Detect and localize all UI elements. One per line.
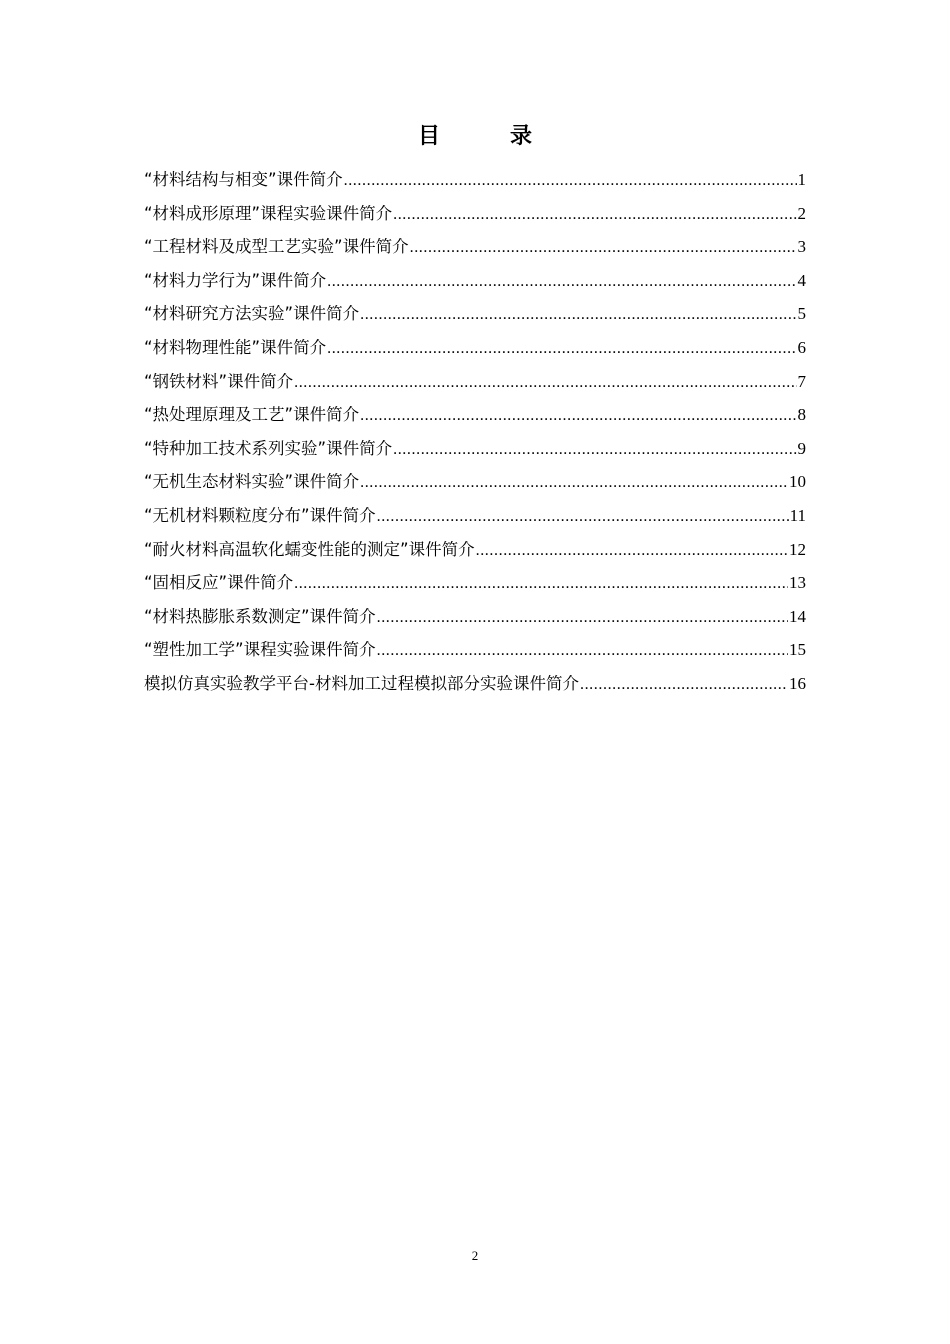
- toc-entry[interactable]: [144, 264, 806, 298]
- toc-entry-title: “工程材料及成型工艺实验”课件简介: [144, 237, 409, 257]
- toc-list: [144, 163, 806, 701]
- toc-entry[interactable]: [144, 533, 806, 567]
- toc-entry[interactable]: [144, 432, 806, 466]
- toc-entry[interactable]: [144, 331, 806, 365]
- toc-dot-leader: [410, 231, 797, 265]
- toc-entry-page: 16: [789, 673, 806, 693]
- toc-dot-leader: [327, 265, 796, 299]
- toc-dot-leader: [360, 399, 796, 433]
- toc-dot-leader: [377, 634, 788, 668]
- toc-entry-title: “塑性加工学”课程实验课件简介: [144, 640, 376, 660]
- toc-entry-title: “固相反应”课件简介: [144, 573, 294, 593]
- toc-entry[interactable]: [144, 600, 806, 634]
- toc-entry-page: 13: [789, 573, 806, 593]
- toc-entry-title: “材料研究方法实验”课件简介: [144, 304, 360, 324]
- toc-entry[interactable]: [144, 197, 806, 231]
- toc-entry-title: “材料物理性能”课件简介: [144, 337, 327, 357]
- toc-entry[interactable]: [144, 398, 806, 432]
- toc-entry-page: 7: [797, 371, 806, 391]
- toc-entry-title: “耐火材料高温软化蠕变性能的测定”课件简介: [144, 539, 475, 559]
- toc-dot-leader: [476, 534, 788, 568]
- toc-entry-title: “热处理原理及工艺”课件简介: [144, 405, 360, 425]
- toc-title: 目 录: [417, 124, 556, 149]
- toc-entry-title: “无机生态材料实验”课件简介: [144, 472, 360, 492]
- toc-entry[interactable]: [144, 667, 806, 701]
- toc-entry-page: 6: [797, 337, 806, 357]
- toc-entry-page: 10: [789, 472, 806, 492]
- toc-entry-title: “材料成形原理”课程实验课件简介: [144, 203, 393, 223]
- toc-entry-title: “材料热膨胀系数测定”课件简介: [144, 606, 376, 626]
- toc-dot-leader: [294, 567, 788, 601]
- toc-entry[interactable]: [144, 365, 806, 399]
- toc-dot-leader: [377, 601, 788, 635]
- toc-dot-leader: [580, 668, 788, 702]
- toc-dot-leader: [327, 332, 796, 366]
- toc-entry-page: 9: [797, 438, 806, 458]
- toc-entry[interactable]: [144, 566, 806, 600]
- toc-entry-title: “材料结构与相变”课件简介: [144, 170, 343, 189]
- toc-entry[interactable]: [144, 230, 806, 264]
- page-number: 2: [471, 1248, 479, 1263]
- toc-dot-leader: [393, 198, 796, 232]
- toc-entry-title: 模拟仿真实验教学平台-材料加工过程模拟部分实验课件简介: [144, 673, 579, 693]
- toc-dot-leader: [294, 366, 796, 400]
- toc-dot-leader: [360, 466, 788, 500]
- toc-entry-page: 2: [797, 203, 806, 223]
- toc-entry[interactable]: [144, 163, 806, 197]
- toc-dot-leader: [393, 433, 796, 467]
- toc-entry-title: “钢铁材料”课件简介: [144, 371, 294, 391]
- toc-dot-leader: [344, 164, 797, 198]
- toc-entry-page: 8: [797, 405, 806, 425]
- toc-entry[interactable]: [144, 633, 806, 667]
- toc-entry[interactable]: [144, 499, 806, 533]
- toc-entry-page: 15: [789, 640, 806, 660]
- toc-entry[interactable]: [144, 465, 806, 499]
- toc-dot-leader: [360, 298, 796, 332]
- toc-entry-page: 1: [797, 170, 806, 189]
- toc-entry-page: 12: [789, 539, 806, 559]
- toc-entry[interactable]: [144, 297, 806, 331]
- toc-entry-title: “材料力学行为”课件简介: [144, 270, 327, 290]
- toc-entry-title: “无机材料颗粒度分布”课件简介: [144, 505, 376, 525]
- toc-entry-title: “特种加工技术系列实验”课件简介: [144, 438, 393, 458]
- toc-entry-page: 14: [789, 606, 806, 626]
- toc-entry-page: 3: [797, 237, 806, 257]
- toc-dot-leader: [377, 500, 789, 534]
- toc-entry-page: 11: [789, 505, 806, 525]
- toc-entry-page: 5: [797, 304, 806, 324]
- toc-entry-page: 4: [797, 270, 806, 290]
